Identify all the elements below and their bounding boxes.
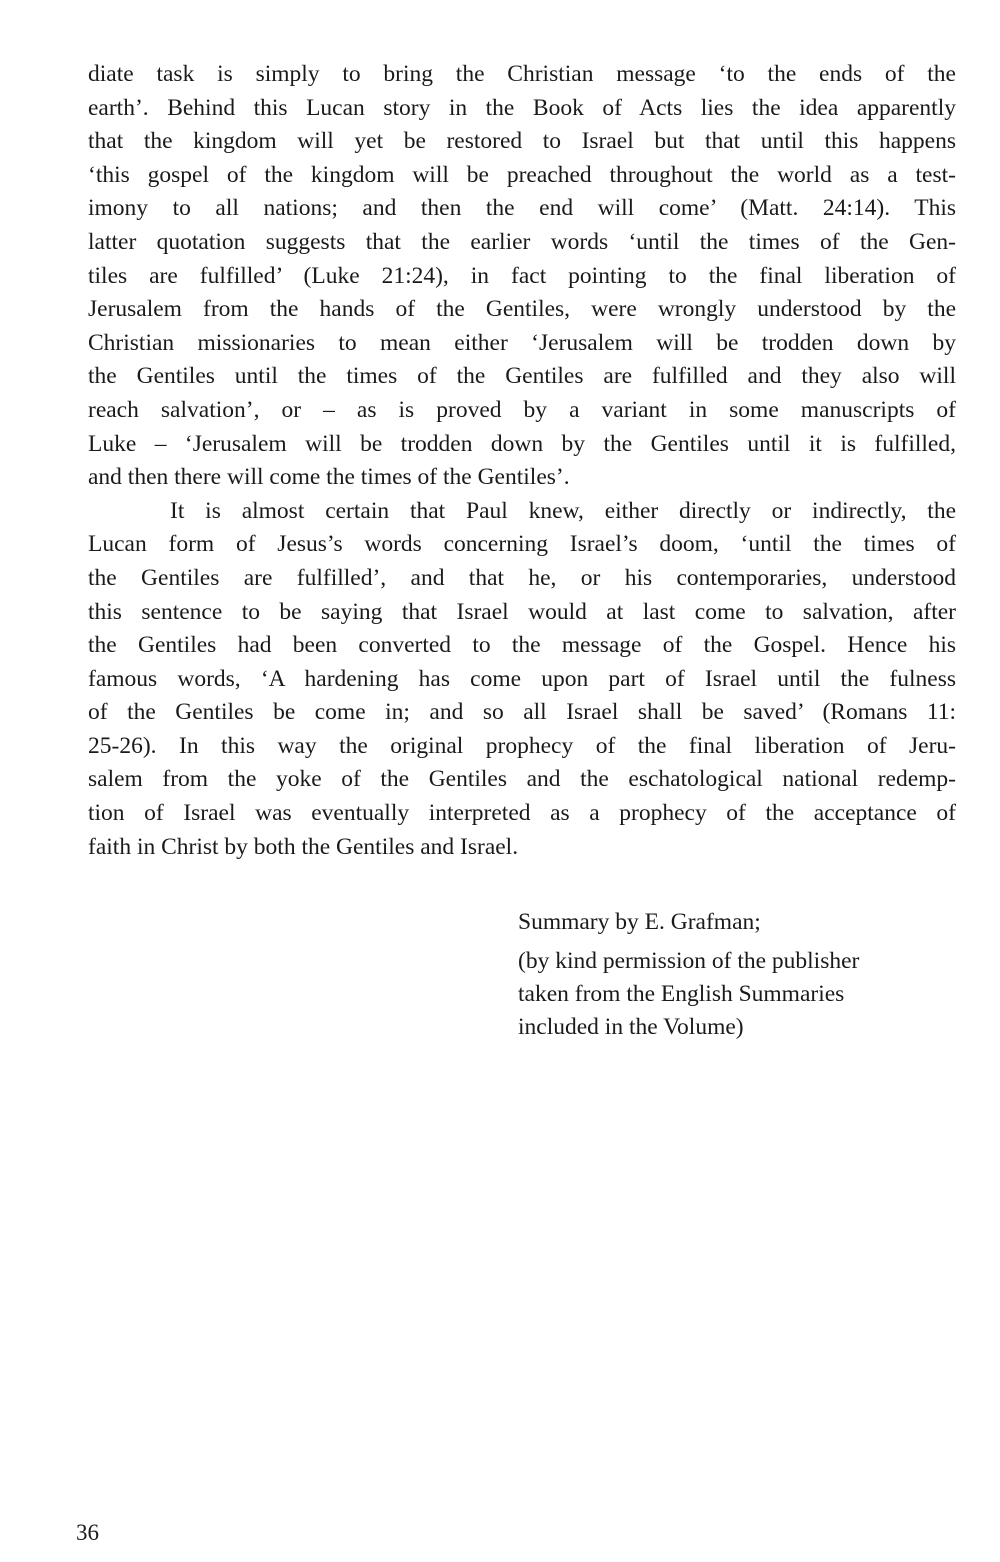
paragraph-line: the Gentiles until the times of the Gentiles are fulfilled and they also will	[88, 363, 956, 390]
paragraph-line: tion of Israel was eventually interpreted as a prophecy of the acceptance of	[88, 800, 956, 827]
body-text	[88, 58, 956, 864]
summary-note-line: included in the Volume)	[518, 1014, 744, 1040]
paragraph-line: of the Gentiles be come in; and so all Israel shall be saved’ (Romans 11:	[88, 699, 956, 726]
summary-note-line: taken from the English Summaries	[518, 981, 845, 1007]
paragraph-line: reach salvation’, or – as is proved by a variant in some manuscripts of	[88, 396, 956, 423]
paragraph-1	[88, 58, 956, 495]
paragraph-line: Luke – ‘Jerusalem will be trodden down by the Gentiles until it is fulfilled,	[88, 430, 956, 457]
paragraph-line: tiles are fulfilled’ (Luke 21:24), in fact pointing to the final liberation of	[88, 262, 956, 289]
paragraph-line: 25-26). In this way the original prophecy of the final liberation of Jeru-	[88, 732, 956, 759]
paragraph-line: that the kingdom will yet be restored to Israel but that until this happens	[88, 128, 956, 155]
paragraph-line: the Gentiles are fulfilled’, and that he, or his contemporaries, understood	[88, 564, 956, 591]
summary-credit	[518, 906, 938, 1044]
paragraph-line: and then there will come the times of the Gentiles’.	[88, 464, 570, 491]
page-number: 36	[76, 1520, 99, 1545]
paragraph-line: ‘this gospel of the kingdom will be preached throughout the world as a test-	[88, 161, 956, 188]
paragraph-line: Lucan form of Jesus’s words concerning Israel’s doom, ‘until the times of	[88, 531, 956, 558]
paragraph-line: faith in Christ by both the Gentiles and Israel.	[88, 833, 519, 860]
paragraph-line: latter quotation suggests that the earlier words ‘until the times of the Gen-	[88, 228, 956, 255]
paragraph-2	[88, 495, 956, 865]
summary-note-line: (by kind permission of the publisher	[518, 948, 860, 974]
paragraph-line: famous words, ‘A hardening has come upon part of Israel until the fulness	[88, 665, 956, 692]
paragraph-line: this sentence to be saying that Israel would at last come to salvation, after	[88, 598, 956, 625]
summary-byline: Summary by E. Grafman;	[518, 909, 761, 935]
paragraph-line: Christian missionaries to mean either ‘Jerusalem will be trodden down by	[88, 329, 956, 356]
paragraph-line: the Gentiles had been converted to the message of the Gospel. Hence his	[88, 632, 956, 659]
paragraph-line: It is almost certain that Paul knew, either directly or indirectly, the	[170, 497, 956, 524]
paragraph-line: Jerusalem from the hands of the Gentiles, were wrongly understood by the	[88, 296, 956, 323]
paragraph-line: diate task is simply to bring the Christian message ‘to the ends of the	[88, 61, 956, 87]
paragraph-line: imony to all nations; and then the end will come’ (Matt. 24:14). This	[88, 195, 956, 222]
paragraph-line: salem from the yoke of the Gentiles and the eschatological national redemp-	[88, 766, 956, 793]
paragraph-line: earth’. Behind this Lucan story in the Book of Acts lies the idea apparently	[88, 94, 956, 121]
